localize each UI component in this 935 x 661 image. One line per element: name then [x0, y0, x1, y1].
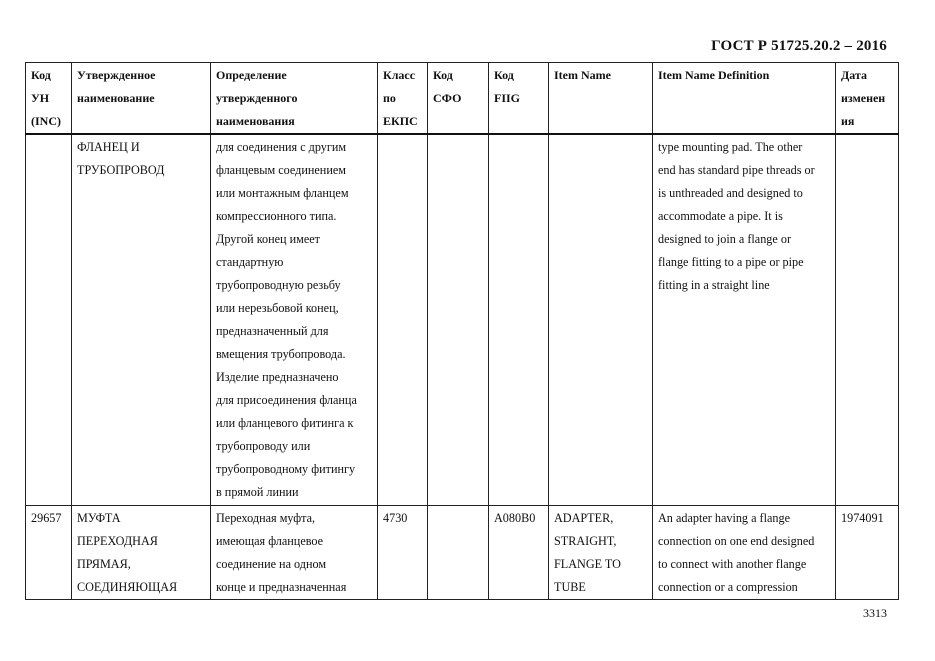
header-approved-name: Утвержденное наименование	[72, 63, 211, 135]
cell-fiig-code: A080B0	[489, 506, 549, 600]
cell-fiig-code	[489, 134, 549, 506]
header-ekps-class: Класс по ЕКПС	[378, 63, 428, 135]
cell-item-name	[549, 134, 653, 506]
nomenclature-table	[25, 62, 899, 600]
header-item-name-definition: Item Name Definition	[653, 63, 836, 135]
table-row	[26, 134, 899, 506]
cell-change-date: 1974091	[836, 506, 899, 600]
cell-item-name-definition: type mounting pad. The other end has standard pipe threads or is unthreaded and designed to accommodate a pipe. It is designed to join a flange or flange fitting to a pipe or pipe fitting in a straight line	[653, 134, 836, 506]
cell-approved-name: ФЛАНЕЦ И ТРУБОПРОВОД	[72, 134, 211, 506]
cell-ekps-class	[378, 134, 428, 506]
cell-definition: Переходная муфта, имеющая фланцевое соединение на одном конце и предназначенная	[211, 506, 378, 600]
header-sfo-code: Код СФО	[428, 63, 489, 135]
cell-inc: 29657	[26, 506, 72, 600]
page-number: 3313	[863, 606, 887, 620]
table-header-row	[26, 63, 899, 135]
cell-sfo-code	[428, 134, 489, 506]
cell-ekps-class: 4730	[378, 506, 428, 600]
cell-item-name: ADAPTER, STRAIGHT, FLANGE TO TUBE	[549, 506, 653, 600]
cell-sfo-code	[428, 506, 489, 600]
header-item-name: Item Name	[549, 63, 653, 135]
header-change-date: Дата изменен ия	[836, 63, 899, 135]
cell-definition: для соединения с другим фланцевым соединением или монтажным фланцем компрессионного типа. Другой конец имеет стандартную трубопроводную резьбу или нерезьбовой конец, предназначенный для вмещения трубопровода. Изделие предназначено для присоединения фланца или фланцевого фитинга к трубопроводу или трубопроводному фитингу в прямой линии	[211, 134, 378, 506]
table-row	[26, 506, 899, 600]
header-definition: Определение утвержденного наименования	[211, 63, 378, 135]
cell-approved-name: МУФТА ПЕРЕХОДНАЯ ПРЯМАЯ, СОЕДИНЯЮЩАЯ	[72, 506, 211, 600]
cell-change-date	[836, 134, 899, 506]
header-inc-code: Код УН (INC)	[26, 63, 72, 135]
cell-item-name-definition: An adapter having a flange connection on one end designed to connect with another flange connection or a compression	[653, 506, 836, 600]
document-standard-header: ГОСТ Р 51725.20.2 – 2016	[711, 38, 887, 54]
header-fiig-code: Код FIIG	[489, 63, 549, 135]
cell-inc	[26, 134, 72, 506]
